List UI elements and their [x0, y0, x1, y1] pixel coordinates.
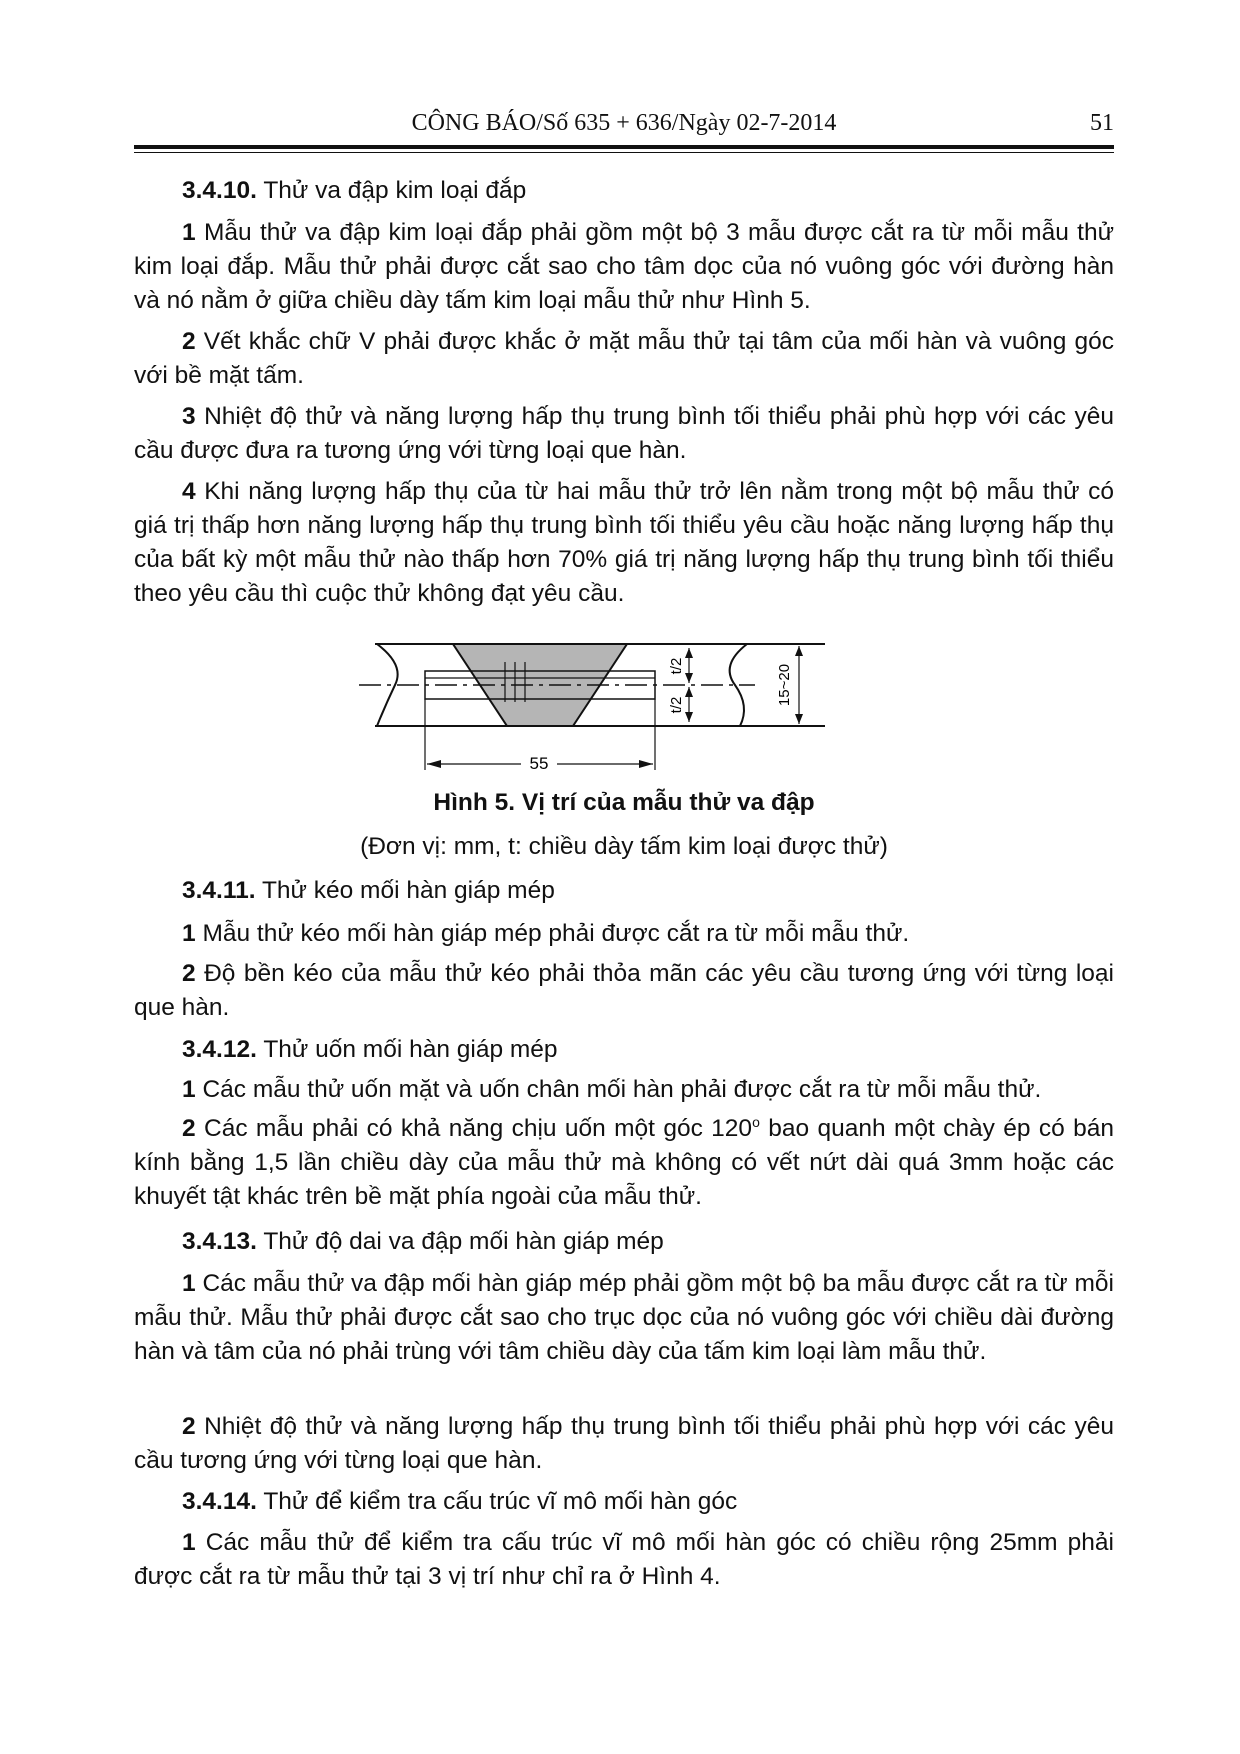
dim-half-bottom-label: t/2	[668, 696, 685, 714]
figure-caption: Hình 5. Vị trí của mẫu thử va đập	[433, 789, 815, 816]
page-number: 51	[1090, 110, 1114, 136]
page-header	[134, 110, 1114, 144]
paragraph-3-4-10-2: 2 Vết khắc chữ V phải được khắc ở mặt mẫu thử tại tâm của mối hàn và vuông góc với bề mặt tấm.	[134, 328, 1115, 389]
paragraph-3-4-12-2: 2 Các mẫu phải có khả năng chịu uốn một góc 120$^o$ bao quanh một chày ép có bán kính bằng 1,5 lần chiều dày của mẫu thử mà không có vết nứt dài quá 3mm hoặc các khuyết tật khác trên bề mặt phía ngoài của mẫu thử.	[134, 1113, 1114, 1210]
paragraph-3-4-12-1: 1 Các mẫu thử uốn mặt và uốn chân mối hàn phải được cắt ra từ mỗi mẫu thử.	[182, 1076, 1042, 1103]
dim-width-label: 55	[529, 754, 549, 773]
section-heading-3-4-12: 3.4.12. Thử uốn mối hàn giáp mép	[182, 1036, 558, 1063]
paragraph-3-4-10-3: 3 Nhiệt độ thử và năng lượng hấp thụ trung bình tối thiểu phải phù hợp với các yêu cầu được đưa ra tương ứng với từng loại que hàn.	[134, 403, 1115, 464]
section-heading-3-4-10: 3.4.10. Thử va đập kim loại đắp	[182, 177, 527, 204]
paragraph-3-4-13-2: 2 Nhiệt độ thử và năng lượng hấp thụ trung bình tối thiểu phải phù hợp với các yêu cầu tương ứng với từng loại que hàn.	[134, 1413, 1115, 1474]
paragraph-3-4-10-4: 4 Khi năng lượng hấp thụ của từ hai mẫu thử trở lên nằm trong một bộ mẫu thử có giá trị thấp hơn năng lượng hấp thụ trung bình tối thiểu yêu cầu hoặc năng lượng hấp thụ của bất kỳ một mẫu thử nào thấp hơn 70% giá trị năng lượng hấp thụ trung bình tối thiểu theo yêu cầu thì cuộc thử không đạt yêu cầu.	[134, 478, 1115, 607]
paragraph-3-4-13-1: 1 Các mẫu thử va đập mối hàn giáp mép phải gồm một bộ ba mẫu được cắt ra từ mỗi mẫu thử. Mẫu thử phải được cắt sao cho trục dọc của nó vuông góc với chiều dài đường hàn và tâm của nó phải trùng với tâm chiều dày của tấm kim loại làm mẫu thử.	[134, 1270, 1114, 1365]
section-heading-3-4-14: 3.4.14. Thử để kiểm tra cấu trúc vĩ mô mối hàn góc	[182, 1488, 738, 1515]
section-heading-3-4-11: 3.4.11. Thử kéo mối hàn giáp mép	[182, 877, 555, 904]
dim-thickness-label: 15~20	[776, 663, 793, 707]
dim-half-top-label: t/2	[668, 657, 685, 675]
degree-superscript: o	[752, 1113, 760, 1130]
section-heading-3-4-13: 3.4.13. Thử độ dai va đập mối hàn giáp mép	[182, 1228, 664, 1255]
header-rule-thick	[134, 145, 1114, 149]
paragraph-3-4-10-1: 1 Mẫu thử va đập kim loại đắp phải gồm một bộ 3 mẫu được cắt ra từ mỗi mẫu thử kim loại đắp. Mẫu thử phải được cắt sao cho tâm dọc của nó vuông góc với đường hàn và nó nằm ở giữa chiều dày tấm kim loại mẫu thử như Hình 5.	[134, 219, 1115, 314]
impact-specimen-figure	[355, 632, 835, 782]
paragraph-3-4-14-1: 1 Các mẫu thử để kiểm tra cấu trúc vĩ mô mối hàn góc có chiều rộng 25mm phải được cắt ra từ mẫu thử tại 3 vị trí như chỉ ra ở Hình 4.	[134, 1529, 1114, 1590]
header-title: CÔNG BÁO/Số 635 + 636/Ngày 02-7-2014	[411, 110, 837, 136]
paragraph-3-4-11-1: 1 Mẫu thử kéo mối hàn giáp mép phải được cắt ra từ mỗi mẫu thử.	[182, 920, 910, 947]
figure-note: (Đơn vị: mm, t: chiều dày tấm kim loại được thử)	[360, 833, 888, 860]
header-rule-thin	[134, 152, 1114, 153]
paragraph-3-4-11-2: 2 Độ bền kéo của mẫu thử kéo phải thỏa mãn các yêu cầu tương ứng với từng loại que hàn.	[134, 960, 1114, 1021]
